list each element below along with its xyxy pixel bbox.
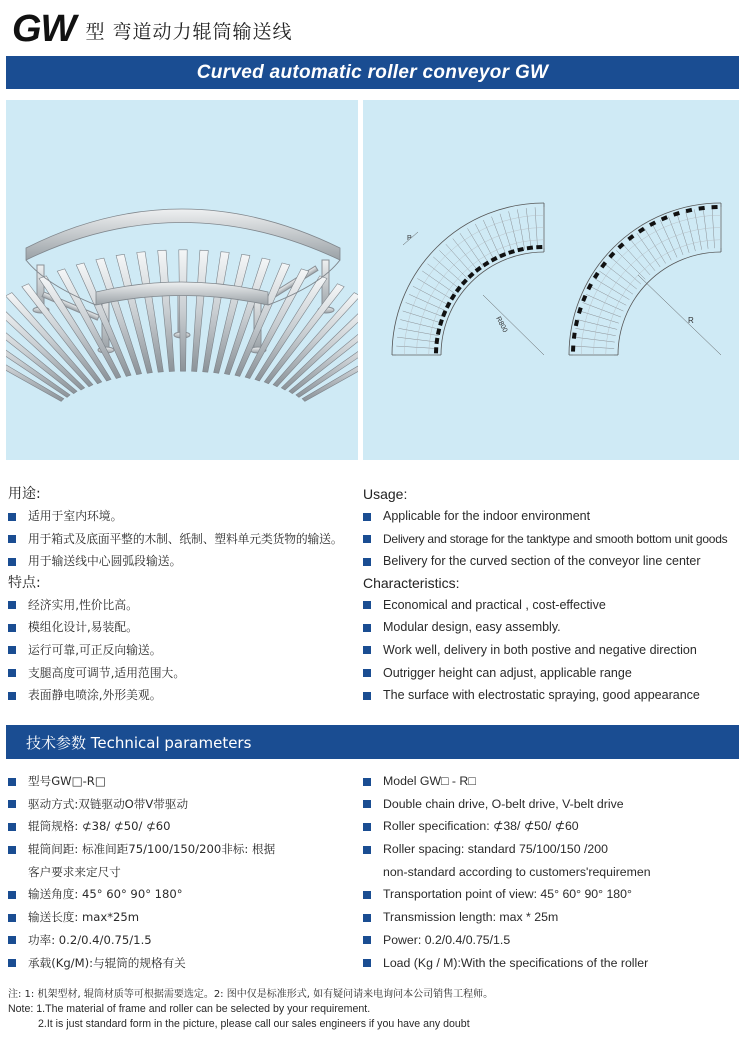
chain-link (455, 286, 462, 293)
title-cn: 型 弯道动力辊筒输送线 (85, 21, 293, 43)
chain-link (438, 319, 444, 326)
chain-link (587, 283, 593, 290)
chain-link (482, 261, 489, 268)
tech-param-en: Roller spacing: standard 75/100/150 /200 (363, 838, 741, 861)
tech-param-en: Roller specification: ⊄38/ ⊄50/ ⊄60 (363, 815, 741, 838)
feature-item-en: Modular design, easy assembly. (363, 616, 741, 639)
tech-param-cn: 辊筒规格: ⊄38/ ⊄50/ ⊄60 (8, 815, 358, 838)
usage-item-cn: 用于输送线中心圆弧段输送。 (8, 550, 358, 573)
chain-link (445, 302, 451, 309)
feature-item-cn: 支腿高度可调节,适用范围大。 (8, 662, 358, 685)
tech-param-en: Model GW□ - R□ (363, 770, 741, 793)
chain-link (435, 338, 440, 344)
technical-drawing-panel (363, 100, 739, 460)
usage-heading-cn: 用途: (8, 486, 41, 502)
chain-link (527, 246, 533, 251)
product-illustration-panel (6, 100, 358, 460)
chain-link (475, 266, 482, 273)
chain-link (577, 307, 583, 314)
chain-link (571, 345, 575, 351)
chain-link (627, 234, 634, 241)
chain-link (711, 205, 717, 209)
roller-set (6, 250, 358, 402)
guide-arc (581, 215, 721, 355)
chain-link (517, 247, 524, 252)
tech-param-cn: 型号GW□-R□ (8, 770, 358, 793)
feature-item-en: Economical and practical , cost-effective (363, 594, 741, 617)
feature-item-cn: 模组化设计,易装配。 (8, 616, 358, 639)
chain-link (572, 332, 577, 338)
tech-param-en: Transmission length: max * 25m (363, 906, 741, 929)
chain-link (434, 347, 438, 353)
usage-item-cn: 用于箱式及底面平整的木制、纸制、塑料单元类货物的输送。 (8, 528, 358, 551)
tech-params-cn (8, 770, 358, 974)
tech-param-cn: 驱动方式:双链驱动O带V带驱动 (8, 793, 358, 816)
chain-link (661, 215, 668, 221)
usage-features-cn (8, 484, 358, 707)
chain-link (581, 295, 587, 302)
tech-param-cn: 功率: 0.2/0.4/0.75/1.5 (8, 929, 358, 952)
chain-link (574, 320, 579, 327)
plan-drawing-r (569, 203, 721, 355)
tech-param-en: Double chain drive, O-belt drive, V-belt drive (363, 793, 741, 816)
tech-params-heading: 技术参数 Technical parameters (26, 733, 252, 752)
tech-params-en (363, 770, 741, 974)
tech-param-en: Transportation point of view: 45° 60° 90° 180° (363, 883, 741, 906)
tech-param-en: Power: 0.2/0.4/0.75/1.5 (363, 929, 741, 952)
usage-item-en: Belivery for the curved section of the conveyor line center (363, 550, 741, 573)
feature-item-cn: 表面静电喷涂,外形美观。 (8, 684, 358, 707)
chain-link (600, 261, 607, 268)
tech-param-en-continued: non-standard according to customers'requiremen (383, 864, 651, 879)
usage-item-en: Delivery and storage for the tanktype and smooth bottom unit goods (363, 528, 741, 551)
usage-item-en: Applicable for the indoor environment (363, 505, 741, 528)
chain-link (508, 249, 515, 255)
note-en-1: Note: 1.The material of frame and roller can be selected by your requirement. (8, 1003, 371, 1015)
chain-link (649, 221, 656, 227)
chain-link (491, 256, 498, 262)
usage-features-en (363, 484, 741, 707)
model-logo: GW (12, 8, 76, 50)
tech-params-banner (6, 725, 739, 759)
chain-link (593, 272, 600, 279)
tech-param-cn: 输送角度: 45° 60° 90° 180° (8, 883, 358, 906)
features-heading-cn: 特点: (8, 574, 41, 591)
tech-param-en: Load (Kg / M):With the specifications of the roller (363, 952, 741, 975)
plan-drawing-r800 (392, 203, 544, 355)
radius-line (638, 275, 721, 355)
feature-item-cn: 经济实用,性价比高。 (8, 594, 358, 617)
chain-link (617, 242, 624, 249)
chain-link (467, 272, 474, 279)
title-en: Curved automatic roller conveyor GW (196, 61, 549, 83)
feature-item-en: Outrigger height can adjust, applicable range (363, 662, 741, 685)
guide-arc (594, 228, 722, 356)
tech-param-cn-continued: 客户要求来定尺寸 (28, 864, 121, 879)
curved-conveyor-illustration (6, 100, 358, 460)
chain-link (698, 206, 704, 211)
radius-label-r: R (688, 316, 694, 325)
note-en-2: 2.It is just standard form in the picture, please call our sales engineers if you have any doubt (38, 1018, 470, 1030)
note-cn: 注: 1: 机架型材, 辊筒材质等可根据需要选定。2: 图中仅是标准形式, 如有疑问请来电询问本公司销售工程师。 (8, 989, 494, 1000)
roller (179, 250, 187, 371)
tech-param-cn: 承载(Kg/M):与辊筒的规格有关 (8, 952, 358, 975)
title-banner (6, 56, 739, 89)
chain-link (608, 251, 615, 258)
plan-view-drawings (363, 100, 739, 460)
usage-item-cn: 适用于室内环境。 (8, 505, 358, 528)
chain-link (536, 245, 542, 249)
chain-link (461, 278, 468, 285)
tech-param-cn: 输送长度: max*25m (8, 906, 358, 929)
chain-link (436, 328, 441, 335)
chain-link (638, 227, 645, 234)
feature-item-en: Work well, delivery in both postive and negative direction (363, 639, 741, 662)
chain-link (686, 208, 693, 213)
footnotes (8, 987, 743, 1032)
tech-param-cn: 辊筒间距: 标准间距75/100/150/200非标: 根据 (8, 838, 358, 861)
feature-item-en: The surface with electrostatic spraying, good appearance (363, 684, 741, 707)
feature-item-cn: 运行可靠,可正反向输送。 (8, 639, 358, 662)
chain-link (450, 293, 457, 300)
pitch-label: P (407, 235, 412, 242)
features-heading-en: Characteristics: (363, 574, 460, 591)
chain-link (673, 211, 680, 217)
radius-line (483, 295, 544, 355)
header-title (12, 8, 292, 48)
radius-label-r800: R800 (494, 315, 509, 334)
usage-heading-en: Usage: (363, 486, 408, 502)
